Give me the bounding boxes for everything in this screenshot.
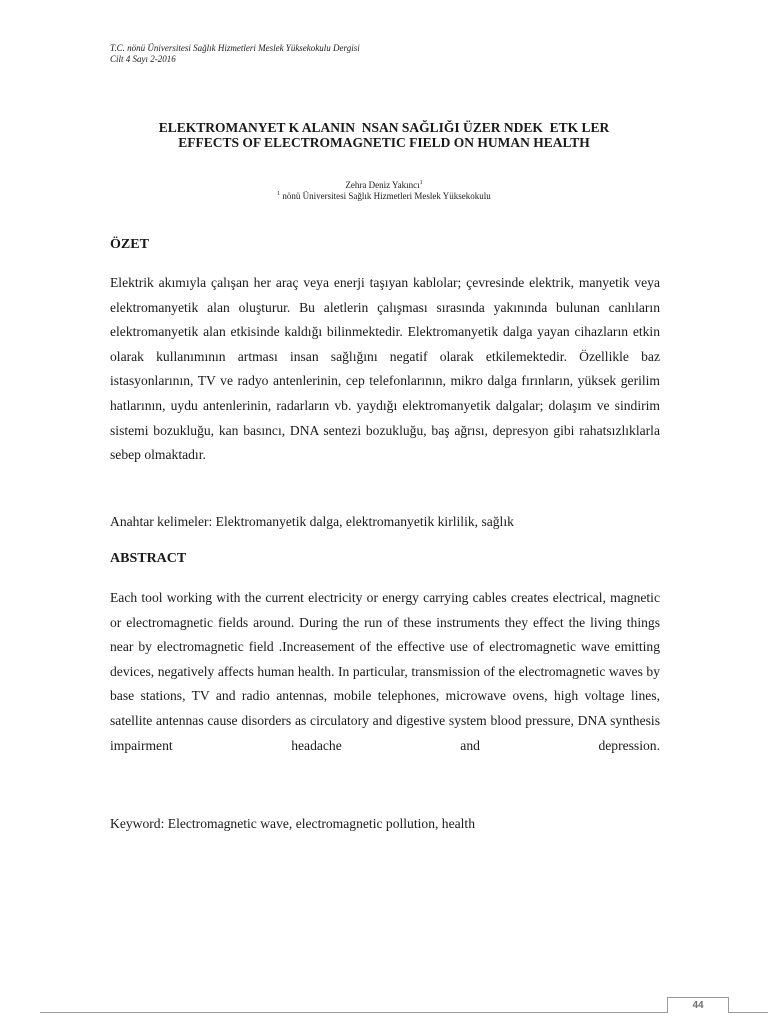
author-name: Zehra Deniz Yakıncı <box>345 180 420 190</box>
abstract-keywords: Keyword: Electromagnetic wave, electromagnetic pollution, health <box>110 816 476 831</box>
title-english: EFFECTS OF ELECTROMAGNETIC FIELD ON HUMAN HEALTH <box>178 135 590 150</box>
ozet-heading: ÖZET <box>110 237 149 252</box>
ozet-body: Elektrik akımıyla çalışan her araç veya enerji taşıyan kablolar; çevresinde elektrik, manyetik veya elektromanyetik alan oluşturur. Bu aletlerin çalışması sırasında yakınında bulunan canlıların elektromanyetik alan etkisinde kaldığı bilinmektedir. Elektromanyetik dalga yayan cihazların etkin olarak kullanımının artması insan sağlığını negatif olarak etkilemektedir. Özellikle baz istasyonlarının, TV ve radyo antenlerinin, cep telefonlarının, mikro dalga fırınların, yüksek gerilim hatlarının, uydu antenlerinin, radarların vb. yaydığı elektromanyetik dalgalar; dolaşım ve sindirim sistemi bozukluğu, kan basıncı, DNA sentezi bozukluğu, baş ağrısı, depresyon gibi rahatsızlıklarla sebep olmaktadır. <box>110 275 660 463</box>
abstract-heading: ABSTRACT <box>110 551 187 566</box>
affiliation-line <box>160 191 608 202</box>
journal-header <box>110 43 360 65</box>
author-block <box>160 180 608 202</box>
title-turkish: ELEKTROMANYET K ALANIN NSAN SAĞLIĞI ÜZER NDEK ETK LER <box>158 120 610 135</box>
journal-volume: Cilt 4 Sayı 2-2016 <box>110 54 176 64</box>
ozet-keywords: Anahtar kelimeler: Elektromanyetik dalga, elektromanyetik kirlilik, sağlık <box>110 514 514 529</box>
affiliation: nönü Üniversitesi Sağlık Hizmetleri Meslek Yüksekokulu <box>280 191 491 201</box>
author-line <box>160 180 608 191</box>
paper-title-block <box>60 120 708 150</box>
journal-name: T.C. nönü Üniversitesi Sağlık Hizmetleri Meslek Yüksekokulu Dergisi <box>110 43 360 53</box>
footer-rule <box>40 1012 768 1013</box>
abstract-body: Each tool working with the current electricity or energy carrying cables creates electrical, magnetic or electromagnetic fields around. During the run of these instruments they effect the living things near by electromagnetic field .Increasement of the effective use of electromagnetic wave emitting devices, negatively affects human health. In particular, transmission of the electromagnetic waves by base stations, TV and radio antennas, mobile telephones, microwave ovens, high voltage lines, satellite antennas cause disorders as circulatory and digestive system blood pressure, DNA synthesis impairment headache and depression. <box>110 590 660 753</box>
page-number: 44 <box>667 997 729 1013</box>
author-superscript: 1 <box>419 180 423 186</box>
affiliation-superscript: 1 <box>277 191 281 197</box>
